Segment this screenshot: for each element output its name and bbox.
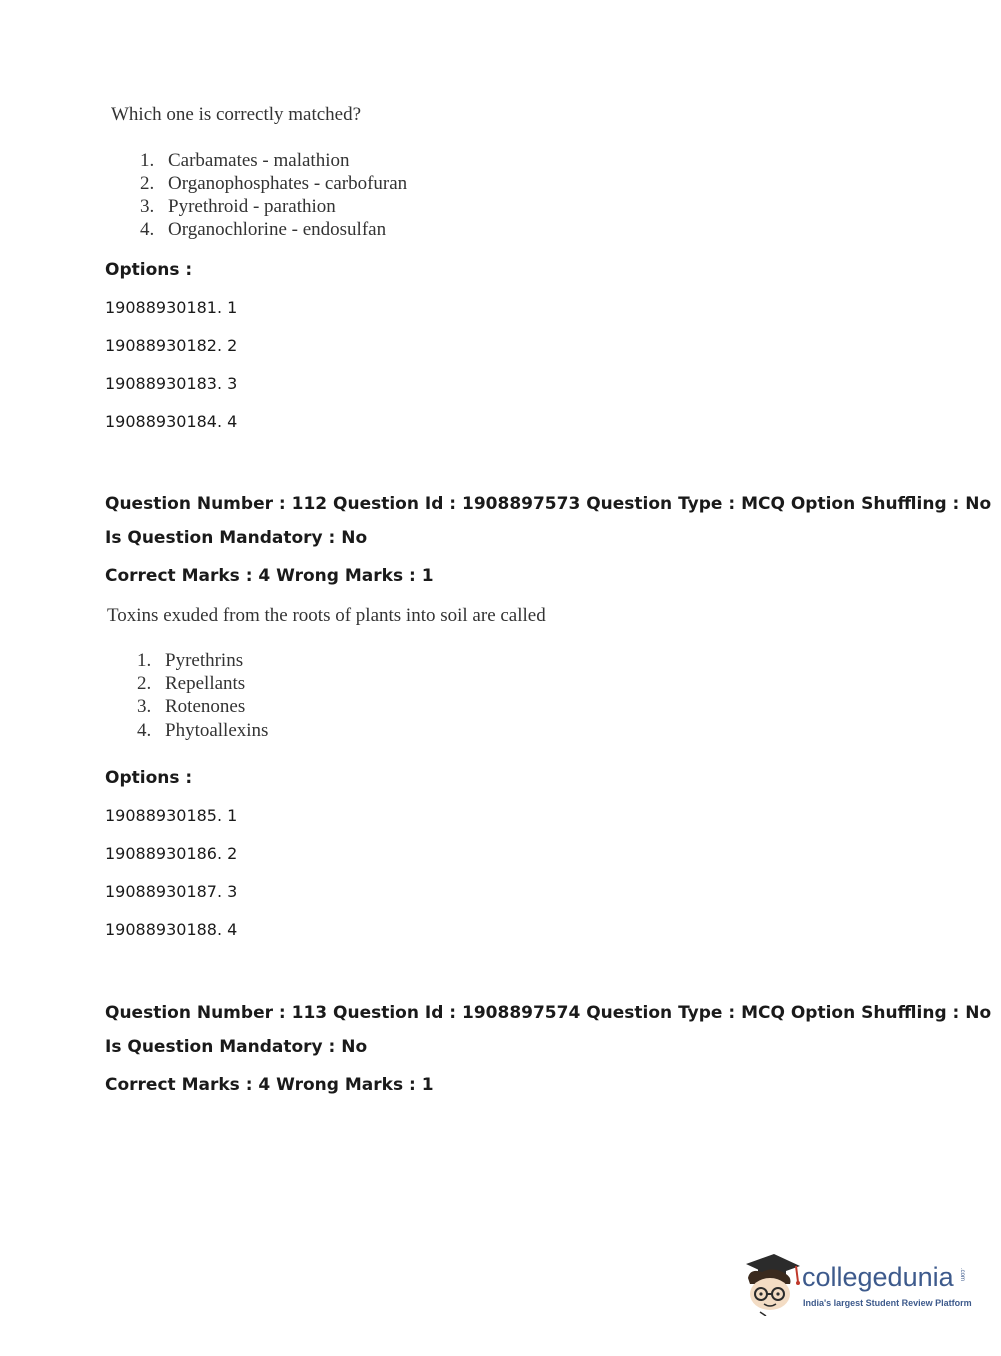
mascot-icon xyxy=(740,1250,802,1316)
list-number: 4. xyxy=(137,720,152,741)
brand-tagline: India's largest Student Review Platform xyxy=(803,1298,972,1308)
list-number: 4. xyxy=(140,219,155,240)
question-header: Question Number : 112 Question Id : 1908897573 Question Type : MCQ Option Shuffling : No xyxy=(105,494,992,514)
list-number: 1. xyxy=(137,650,152,671)
list-number: 1. xyxy=(140,150,155,171)
collegedunia-logo xyxy=(740,1248,980,1320)
list-text: Rotenones xyxy=(165,696,246,717)
option-item: 19088930181. 1 xyxy=(105,298,238,317)
list-text: Organochlorine - endosulfan xyxy=(168,219,387,240)
option-item: 19088930188. 4 xyxy=(105,920,238,939)
list-number: 3. xyxy=(137,696,152,717)
options-label: Options : xyxy=(105,768,193,788)
list-item xyxy=(137,673,245,695)
list-item xyxy=(137,720,268,742)
marks-line: Correct Marks : 4 Wrong Marks : 1 xyxy=(105,566,434,586)
list-item xyxy=(140,173,407,195)
option-item: 19088930187. 3 xyxy=(105,882,238,901)
list-text: Repellants xyxy=(165,673,246,694)
list-item xyxy=(140,196,336,218)
list-text: Organophosphates - carbofuran xyxy=(168,173,408,194)
mandatory-line: Is Question Mandatory : No xyxy=(105,1037,368,1057)
question-header: Question Number : 113 Question Id : 1908897574 Question Type : MCQ Option Shuffling : No xyxy=(105,1003,992,1023)
question-stem: Toxins exuded from the roots of plants into soil are called xyxy=(107,605,546,626)
option-item: 19088930182. 2 xyxy=(105,336,238,355)
options-label: Options : xyxy=(105,260,193,280)
list-item xyxy=(137,696,245,718)
list-text: Phytoallexins xyxy=(165,720,269,741)
marks-line: Correct Marks : 4 Wrong Marks : 1 xyxy=(105,1075,434,1095)
list-item xyxy=(137,650,243,672)
brand-domain: .com xyxy=(959,1268,965,1282)
list-text: Pyrethrins xyxy=(165,650,244,671)
list-text: Carbamates - malathion xyxy=(168,150,350,171)
list-number: 2. xyxy=(140,173,155,194)
option-item: 19088930185. 1 xyxy=(105,806,238,825)
mandatory-line: Is Question Mandatory : No xyxy=(105,528,368,548)
brand-name: collegedunia xyxy=(802,1262,954,1292)
option-item: 19088930183. 3 xyxy=(105,374,238,393)
list-item xyxy=(140,150,350,172)
list-number: 3. xyxy=(140,196,155,217)
list-item xyxy=(140,219,386,241)
list-text: Pyrethroid - parathion xyxy=(168,196,336,217)
option-item: 19088930184. 4 xyxy=(105,412,238,431)
list-number: 2. xyxy=(137,673,152,694)
option-item: 19088930186. 2 xyxy=(105,844,238,863)
question-stem: Which one is correctly matched? xyxy=(111,104,362,125)
